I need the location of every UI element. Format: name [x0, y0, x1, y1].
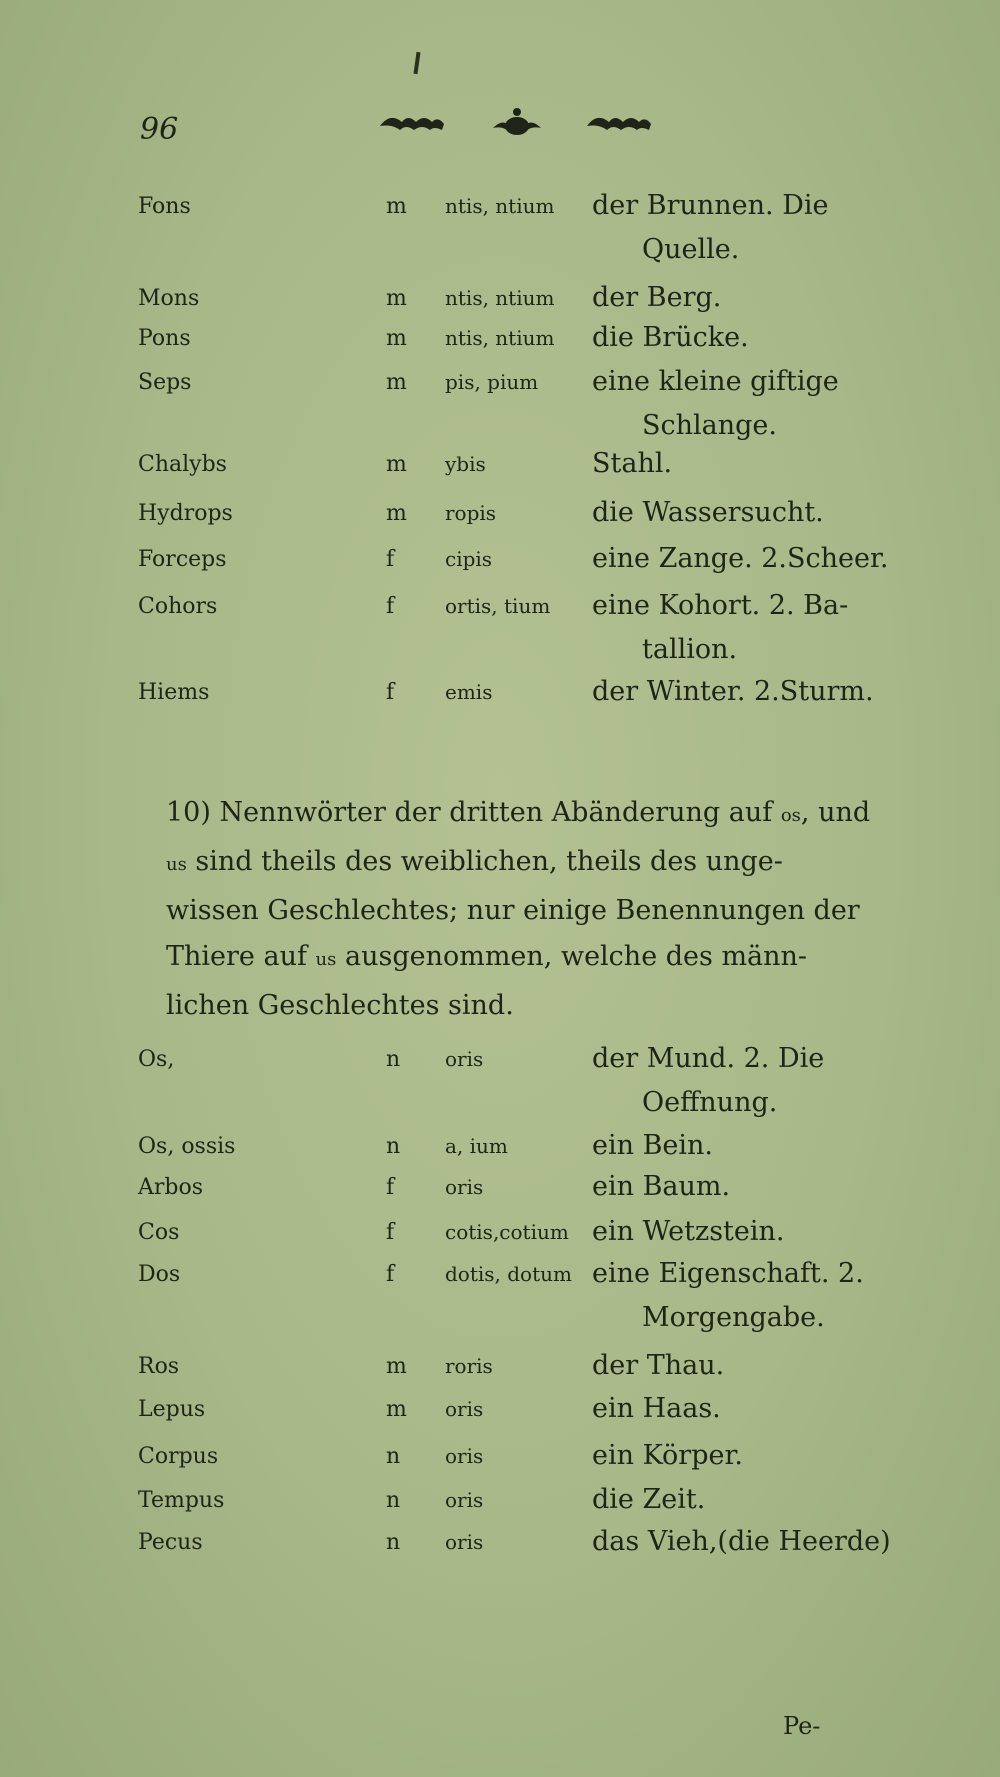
gender: m: [386, 326, 407, 351]
gender: n: [386, 1488, 401, 1513]
latin-word: Mons: [138, 286, 200, 311]
german-meaning: eine Kohort. 2. Ba-: [592, 590, 849, 621]
german-meaning: der Berg.: [592, 282, 722, 313]
paragraph-line: us sind theils des weiblichen, theils des unge-: [166, 846, 783, 877]
gender: f: [386, 547, 395, 572]
genitive-ending: pis, pium: [445, 370, 539, 394]
paragraph-line: 10) Nennwörter der dritten Abänderung auf os, und: [166, 797, 871, 828]
latin-word: Chalybs: [138, 452, 227, 477]
latin-word: Cohors: [138, 594, 218, 619]
genitive-ending: emis: [445, 680, 493, 704]
gender: n: [386, 1134, 401, 1159]
latin-word: Cos: [138, 1220, 180, 1245]
gender: m: [386, 501, 407, 526]
gender: f: [386, 680, 395, 705]
german-meaning: ein Baum.: [592, 1171, 731, 1202]
german-meaning: der Mund. 2. Die: [592, 1043, 825, 1074]
latin-word: Os, ossis: [138, 1134, 236, 1159]
genitive-ending: oris: [445, 1047, 484, 1071]
german-meaning-continued: tallion.: [642, 634, 738, 665]
gender: n: [386, 1444, 401, 1469]
genitive-ending: a, ium: [445, 1134, 508, 1158]
german-meaning-continued: Morgengabe.: [642, 1302, 825, 1333]
gender: f: [386, 1262, 395, 1287]
german-meaning: der Thau.: [592, 1350, 725, 1381]
paragraph-line: wissen Geschlechtes; nur einige Benennungen der: [166, 895, 860, 926]
genitive-ending: ropis: [445, 501, 497, 525]
rule-paragraph: [138, 790, 878, 1029]
gender: m: [386, 1354, 407, 1379]
german-meaning: ein Wetzstein.: [592, 1216, 785, 1247]
genitive-ending: oris: [445, 1444, 484, 1468]
german-meaning: eine Eigenschaft. 2.: [592, 1258, 864, 1289]
gender: m: [386, 452, 407, 477]
header-ornament-icon: [375, 104, 660, 144]
german-meaning: ein Körper.: [592, 1440, 743, 1471]
german-meaning: ein Bein.: [592, 1130, 714, 1161]
gender: n: [386, 1530, 401, 1555]
genitive-ending: oris: [445, 1488, 484, 1512]
gender: m: [386, 194, 407, 219]
german-meaning-continued: Oeffnung.: [642, 1087, 778, 1118]
german-meaning: das Vieh,(die Heerde): [592, 1526, 891, 1557]
latin-word: Corpus: [138, 1444, 219, 1469]
latin-word: Ros: [138, 1354, 180, 1379]
german-meaning: ein Haas.: [592, 1393, 721, 1424]
german-meaning: die Brücke.: [592, 322, 749, 353]
latin-word: Fons: [138, 194, 191, 219]
genitive-ending: roris: [445, 1354, 493, 1378]
latin-word: Pons: [138, 326, 191, 351]
paragraph-line: Thiere auf us ausgenommen, welche des männ-: [166, 941, 808, 972]
genitive-ending: ntis, ntium: [445, 326, 555, 350]
page-number: 96: [140, 112, 179, 147]
gender: m: [386, 1397, 407, 1422]
latin-word: Pecus: [138, 1530, 203, 1555]
latin-word: Forceps: [138, 547, 227, 572]
genitive-ending: ntis, ntium: [445, 286, 555, 310]
gender: f: [386, 1175, 395, 1200]
latin-word: Dos: [138, 1262, 181, 1287]
genitive-ending: cotis,cotium: [445, 1220, 569, 1244]
genitive-ending: dotis, dotum: [445, 1262, 572, 1286]
ink-mark: [413, 52, 420, 74]
gender: m: [386, 286, 407, 311]
german-meaning: der Brunnen. Die: [592, 190, 829, 221]
latin-word: Os,: [138, 1047, 175, 1072]
latin-word: Hiems: [138, 680, 210, 705]
catchword: Pe-: [783, 1712, 821, 1740]
gender: f: [386, 1220, 395, 1245]
genitive-ending: cipis: [445, 547, 493, 571]
genitive-ending: oris: [445, 1530, 484, 1554]
genitive-ending: oris: [445, 1397, 484, 1421]
paragraph-line: lichen Geschlechtes sind.: [166, 990, 514, 1021]
latin-word: Seps: [138, 370, 192, 395]
genitive-ending: ortis, tium: [445, 594, 551, 618]
latin-word: Arbos: [138, 1175, 204, 1200]
german-meaning: Stahl.: [592, 448, 673, 479]
latin-word: Tempus: [138, 1488, 225, 1513]
german-meaning-continued: Schlange.: [642, 410, 777, 441]
gender: n: [386, 1047, 401, 1072]
german-meaning-continued: Quelle.: [642, 234, 740, 265]
german-meaning: eine kleine giftige: [592, 366, 839, 397]
german-meaning: die Wassersucht.: [592, 497, 824, 528]
latin-word: Lepus: [138, 1397, 206, 1422]
latin-word: Hydrops: [138, 501, 233, 526]
german-meaning: der Winter. 2.Sturm.: [592, 676, 874, 707]
genitive-ending: oris: [445, 1175, 484, 1199]
german-meaning: die Zeit.: [592, 1484, 706, 1515]
gender: f: [386, 594, 395, 619]
genitive-ending: ybis: [445, 452, 486, 476]
genitive-ending: ntis, ntium: [445, 194, 555, 218]
german-meaning: eine Zange. 2.Scheer.: [592, 543, 889, 574]
gender: m: [386, 370, 407, 395]
